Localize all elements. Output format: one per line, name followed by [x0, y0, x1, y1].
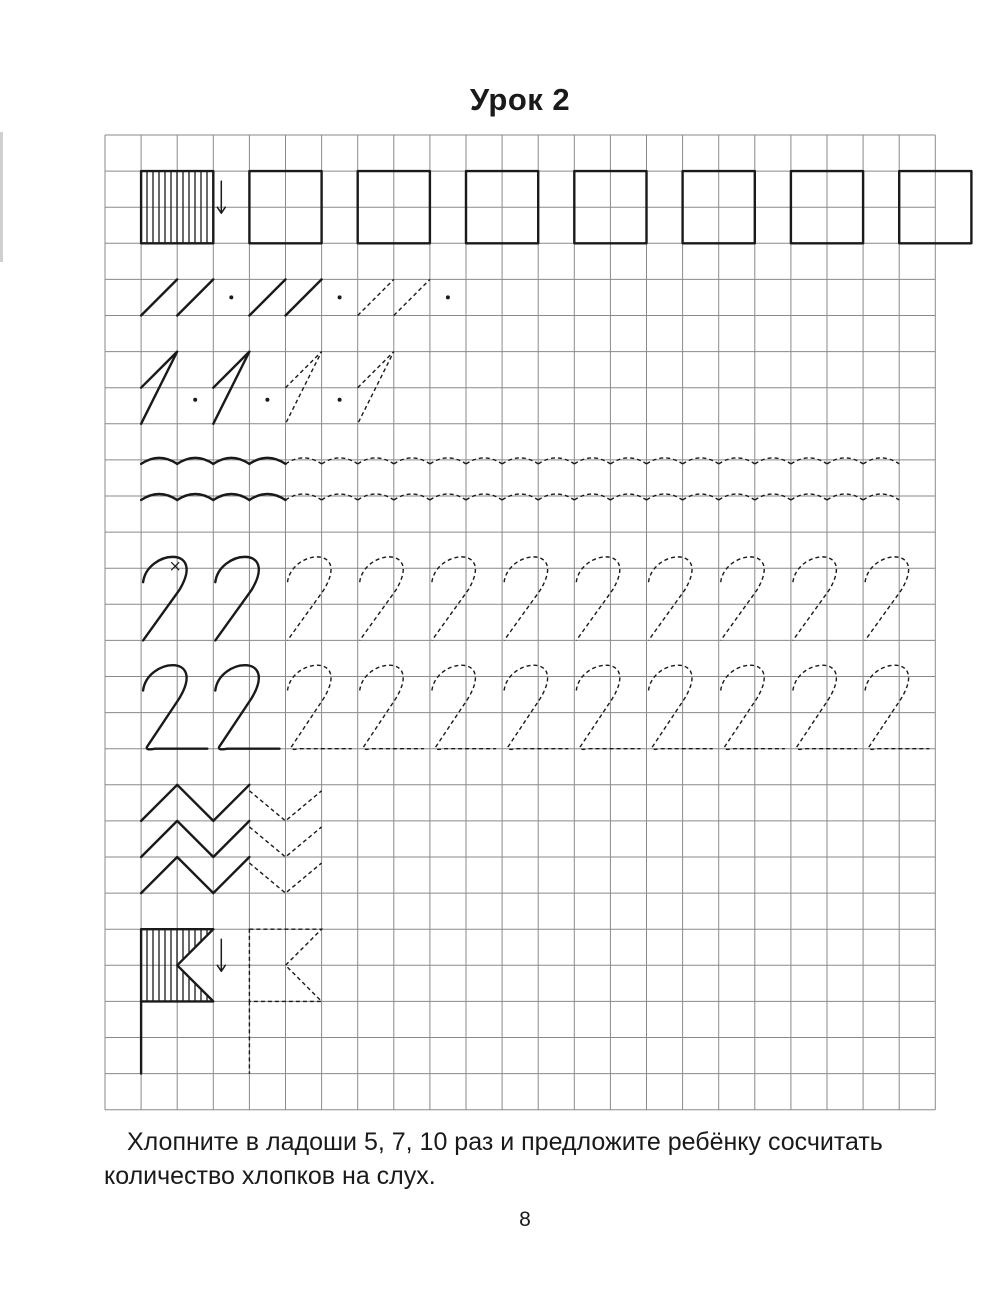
digit-two-outline-tracing — [576, 557, 620, 641]
digit-two-sample — [143, 665, 207, 749]
slanted-stroke-tracing — [358, 279, 394, 315]
digit-two-outline-sample — [143, 557, 187, 641]
arc-wave-tracing — [863, 494, 899, 500]
arrow-down-icon — [217, 939, 225, 971]
digit-two-outline-tracing — [865, 557, 909, 641]
arc-wave-sample — [213, 494, 249, 500]
dot-mark — [229, 295, 233, 299]
arc-wave-tracing — [755, 494, 791, 500]
digit-two-outline-tracing — [504, 557, 548, 641]
arc-wave-tracing — [719, 458, 755, 464]
zigzag-sample — [141, 821, 249, 857]
digit-two-tracing — [432, 665, 496, 749]
arc-wave-sample — [249, 458, 285, 464]
arc-wave-tracing — [538, 494, 574, 500]
slanted-stroke-sample — [286, 279, 322, 315]
arc-wave-tracing — [394, 494, 430, 500]
arc-wave-tracing — [430, 494, 466, 500]
exercise-drawings — [141, 171, 971, 1074]
instruction-text — [104, 1125, 954, 1193]
zigzag-sample — [141, 785, 249, 821]
arc-wave-tracing — [647, 458, 683, 464]
instruction-line-1: Хлопните в ладоши 5, 7, 10 раз и предложите ребёнку сосчитать — [127, 1128, 883, 1156]
digit-two-outline-sample — [215, 557, 259, 641]
arc-wave-tracing — [502, 494, 538, 500]
arc-wave-sample — [249, 494, 285, 500]
digit-two-outline-tracing — [721, 557, 765, 641]
slanted-stroke-sample — [177, 279, 213, 315]
arc-wave-tracing — [322, 494, 358, 500]
digit-two-tracing — [649, 665, 713, 749]
arc-wave-tracing — [574, 494, 610, 500]
arc-wave-tracing — [683, 458, 719, 464]
dot-mark — [446, 295, 450, 299]
arc-wave-sample — [213, 458, 249, 464]
arc-wave-tracing — [286, 458, 322, 464]
arc-wave-sample — [177, 458, 213, 464]
slanted-stroke-sample — [141, 279, 177, 315]
arrow-down-icon — [217, 181, 225, 213]
dot-mark — [265, 398, 269, 402]
arc-wave-sample — [141, 458, 177, 464]
zigzag-sample — [141, 857, 249, 893]
arc-wave-tracing — [502, 458, 538, 464]
digit-two-tracing — [721, 665, 785, 749]
arc-wave-tracing — [791, 458, 827, 464]
digit-two-tracing — [576, 665, 640, 749]
arc-wave-tracing — [466, 458, 502, 464]
arc-wave-sample — [177, 494, 213, 500]
start-mark-icon — [171, 562, 179, 570]
page-number: 8 — [519, 1208, 531, 1231]
digit-two-outline-tracing — [360, 557, 404, 641]
digit-two-outline-tracing — [432, 557, 476, 641]
arc-wave-tracing — [755, 458, 791, 464]
digit-two-sample — [215, 665, 279, 749]
arc-wave-tracing — [286, 494, 322, 500]
digit-two-tracing — [360, 665, 424, 749]
arc-wave-tracing — [322, 458, 358, 464]
arc-wave-tracing — [863, 458, 899, 464]
dot-mark — [193, 398, 197, 402]
digit-two-tracing — [865, 665, 929, 749]
arc-wave-tracing — [538, 458, 574, 464]
digit-two-outline-tracing — [649, 557, 693, 641]
arc-wave-tracing — [683, 494, 719, 500]
arc-wave-tracing — [610, 458, 646, 464]
arc-wave-tracing — [430, 458, 466, 464]
arc-wave-tracing — [394, 458, 430, 464]
arc-wave-tracing — [358, 458, 394, 464]
digit-two-tracing — [288, 665, 352, 749]
arc-wave-tracing — [827, 458, 863, 464]
arc-wave-tracing — [358, 494, 394, 500]
dot-mark — [338, 295, 342, 299]
instruction-line-2: количество хлопков на слух. — [104, 1162, 436, 1190]
arc-wave-sample — [141, 494, 177, 500]
slanted-stroke-sample — [249, 279, 285, 315]
slanted-stroke-tracing — [394, 279, 430, 315]
arc-wave-tracing — [791, 494, 827, 500]
page-title: Урок 2 — [469, 82, 571, 117]
digit-two-outline-tracing — [288, 557, 332, 641]
dot-mark — [338, 398, 342, 402]
digit-two-tracing — [793, 665, 857, 749]
arc-wave-tracing — [827, 494, 863, 500]
arc-wave-tracing — [466, 494, 502, 500]
digit-two-tracing — [504, 665, 568, 749]
arc-wave-tracing — [647, 494, 683, 500]
digit-two-outline-tracing — [793, 557, 837, 641]
arc-wave-tracing — [574, 458, 610, 464]
hatched-square-sample — [141, 171, 213, 243]
arc-wave-tracing — [719, 494, 755, 500]
arc-wave-tracing — [610, 494, 646, 500]
